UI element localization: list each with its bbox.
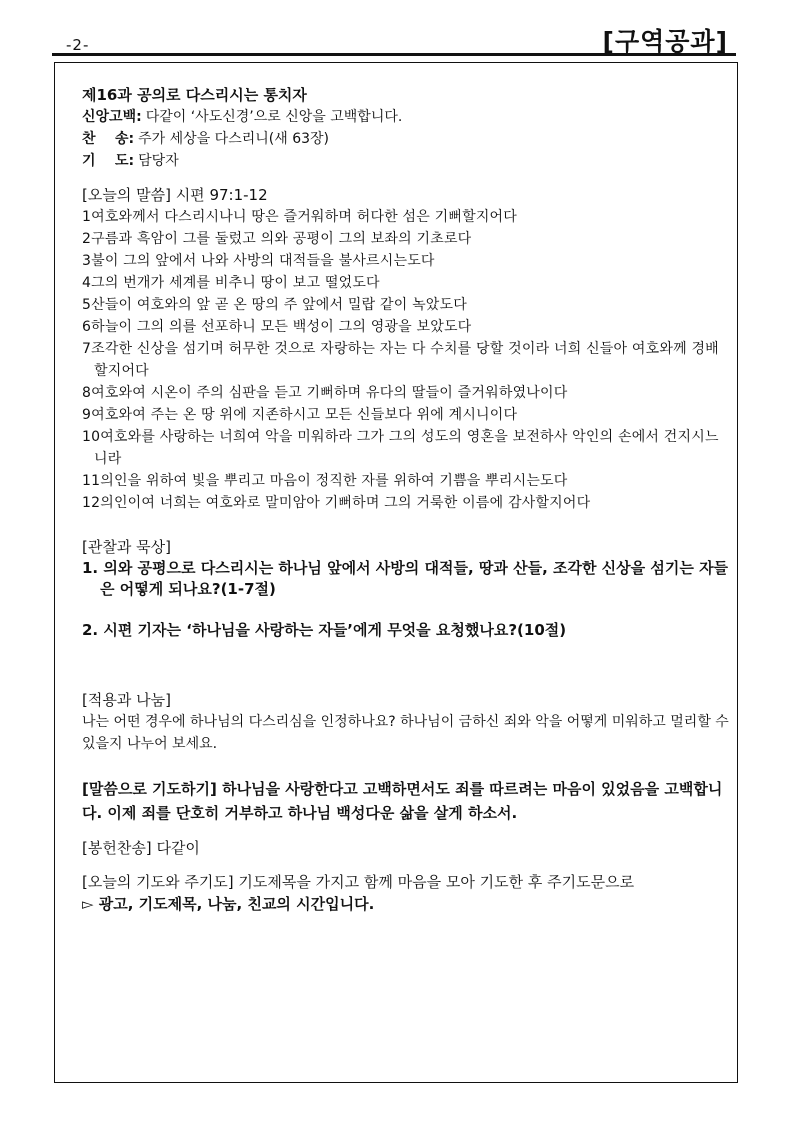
verse: 1여호와께서 다스리시나니 땅은 즐거워하며 허다한 섬은 기뻐할지어다	[82, 209, 518, 225]
closing-heading: [오늘의 기도와 주기도]	[82, 873, 234, 891]
verse: 9여호와여 주는 온 땅 위에 지존하시고 모든 신들보다 위에 계시니이다	[82, 407, 518, 423]
verse: 6하늘이 그의 의를 선포하니 모든 백성이 그의 영광을 보았도다	[82, 319, 472, 335]
prayer-paragraph	[82, 777, 732, 825]
observation-question-2: 2. 시편 기자는 ‘하나님을 사랑하는 자들’에게 무엇을 요청했나요?(10절)	[82, 621, 567, 639]
verse: 2구름과 흑암이 그를 둘렀고 의와 공평이 그의 보좌의 기초로다	[82, 231, 472, 247]
application-heading: [적용과 나눔]	[82, 691, 171, 709]
header-divider	[52, 53, 736, 56]
hymn-label: 찬 송:	[82, 131, 135, 147]
closing-line	[82, 871, 732, 893]
verse: 12의인이여 너희는 여호와로 말미암아 기뻐하며 그의 거룩한 이름에 감사할지어다	[82, 495, 591, 511]
verse: 4그의 번개가 세계를 비추니 땅이 보고 떨었도다	[82, 275, 380, 291]
verse: 8여호와여 시온이 주의 심판을 듣고 기뻐하며 유다의 딸들이 즐거워하였나이다	[82, 385, 568, 401]
pointer-icon: ▻	[82, 895, 94, 913]
announcement-text: 광고, 기도제목, 나눔, 친교의 시간입니다.	[93, 895, 375, 913]
confession-value: 다같이 ‘사도신경’으로 신앙을 고백합니다.	[145, 109, 403, 125]
prayer-text: 하나님을 사랑한다고 고백하면서도 죄를 따르려는 마음이 있었음을 고백합니다. 이제 죄를 단호히 거부하고 하나님 백성다운 삶을 살게 하소서.	[82, 780, 723, 822]
observation-heading: [관찰과 묵상]	[82, 538, 171, 556]
confession-label: 신앙고백:	[82, 109, 142, 125]
offering-text: 다같이	[151, 839, 200, 857]
observation-question-1: 1. 의와 공평으로 다스리시는 하나님 앞에서 사방의 대적들, 땅과 산들, 조각한 신상을 섬기는 자들은 어떻게 되나요?(1-7절)	[82, 559, 729, 598]
hymn-value: 주가 세상을 다스리니(새 63장)	[138, 131, 330, 147]
prayer-heading: [말씀으로 기도하기]	[82, 780, 217, 798]
application-text: 나는 어떤 경우에 하나님의 다스리심을 인정하나요? 하나님이 금하신 죄와 악을 어떻게 미워하고 멀리할 수 있을지 나누어 보세요.	[82, 714, 729, 752]
offering-heading: [봉헌찬송]	[82, 839, 152, 857]
hymn-line	[82, 128, 732, 150]
prayer-leader-label: 기 도:	[82, 153, 135, 169]
prayer-leader-value: 담당자	[138, 153, 179, 169]
verse: 10여호와를 사랑하는 너희여 악을 미워하라 그가 그의 성도의 영혼을 보전하사 악인의 손에서 건지시느니라	[82, 429, 719, 467]
verse: 7조각한 신상을 섬기며 허무한 것으로 자랑하는 자는 다 수치를 당할 것이라 너희 신들아 여호와께 경배할지어다	[82, 341, 719, 379]
closing-text: 기도제목을 가지고 함께 마음을 모아 기도한 후 주기도문으로	[233, 873, 635, 891]
section-tag: [구역공과]	[602, 27, 728, 56]
verse: 3불이 그의 앞에서 나와 사방의 대적들을 불사르시는도다	[82, 253, 435, 269]
verse-list	[82, 206, 732, 514]
page-number: -2-	[66, 36, 90, 54]
verse: 11의인을 위하여 빛을 뿌리고 마음이 정직한 자를 위하여 기쁨을 뿌리시는도다	[82, 473, 568, 489]
lesson-title: 제16과 공의로 다스리시는 통치자	[82, 86, 307, 104]
lesson-content	[82, 84, 732, 915]
offering-line	[82, 837, 732, 859]
announcement-line	[82, 893, 732, 915]
scripture-heading: [오늘의 말씀] 시편 97:1-12	[82, 186, 268, 204]
confession-line	[82, 106, 732, 128]
verse: 5산들이 여호와의 앞 곧 온 땅의 주 앞에서 밀랍 같이 녹았도다	[82, 297, 467, 313]
prayer-leader-line	[82, 150, 732, 172]
